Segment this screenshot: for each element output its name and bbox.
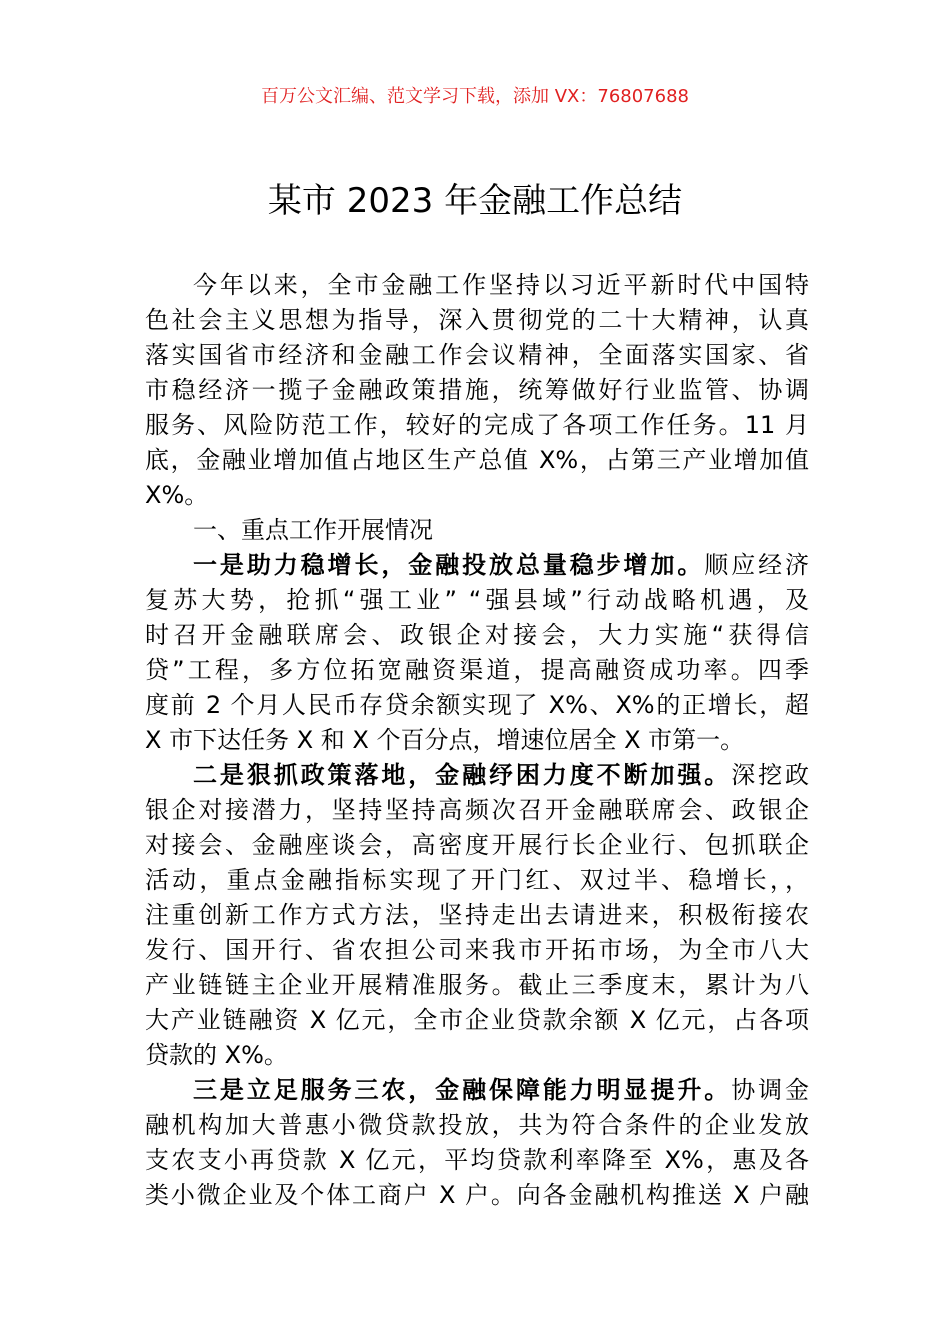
text-line: 大产业链融资 X 亿元，全市企业贷款余额 X 亿元，占各项 xyxy=(145,1006,809,1034)
header-banner xyxy=(0,84,950,110)
point-1-lead: 一是助力稳增长，金融投放总量稳步增加。 xyxy=(193,551,705,579)
text-line: 贷款的 X%。 xyxy=(145,1041,288,1069)
text-line: 贷”工程，多方位拓宽融资渠道，提高融资成功率。四季 xyxy=(145,656,809,684)
point-1-paragraph xyxy=(145,548,809,758)
point-3-lead: 三是立足服务三农，金融保障能力明显提升。 xyxy=(193,1076,732,1104)
text-line xyxy=(145,758,809,793)
text-line: 时召开金融联席会、政银企对接会，大力实施“获得信 xyxy=(145,621,809,649)
text-line: 银企对接潜力，坚持坚持高频次召开金融联席会、政银企 xyxy=(145,796,809,824)
text-line: X 市下达任务 X 和 X 个百分点，增速位居全 X 市第一。 xyxy=(145,726,745,754)
point-1-lead-rest: 顺应经济 xyxy=(704,551,810,579)
section-heading: 一、重点工作开展情况 xyxy=(193,516,433,544)
text-line: 度前 2 个月人民币存贷余额实现了 X%、X%的正增长，超 xyxy=(145,691,809,719)
point-3-paragraph xyxy=(145,1073,809,1213)
text-line: 注重创新工作方式方法，坚持走出去请进来，积极衔接农 xyxy=(145,901,809,929)
text-line: 融机构加大普惠小微贷款投放，共为符合条件的企业发放 xyxy=(145,1111,809,1139)
text-line: 底，金融业增加值占地区生产总值 X%，占第三产业增加值 xyxy=(145,446,809,474)
text-line: 活动，重点金融指标实现了开门红、双过半、稳增长，， xyxy=(145,866,809,894)
document-title: 某市 2023 年金融工作总结 xyxy=(267,181,683,221)
text-line: 复苏大势，抢抓“强工业” “强县域”行动战略机遇，及 xyxy=(145,586,809,614)
text-line: 市稳经济一揽子金融政策措施，统筹做好行业监管、协调 xyxy=(145,376,809,404)
text-line xyxy=(145,1073,809,1108)
text-line: 支农支小再贷款 X 亿元，平均贷款利率降至 X%，惠及各 xyxy=(145,1146,809,1174)
text-line: 对接会、金融座谈会，高密度开展行长企业行、包抓联企 xyxy=(145,831,809,859)
point-3-lead-rest: 协调金 xyxy=(731,1076,810,1104)
banner-text: 百万公文汇编、范文学习下载，添加 VX：76807688 xyxy=(261,86,689,107)
text-line: 服务、风险防范工作，较好的完成了各项工作任务。11 月 xyxy=(145,411,809,439)
point-2-lead-rest: 深挖政 xyxy=(731,761,810,789)
text-line: 落实国省市经济和金融工作会议精神，全面落实国家、省 xyxy=(145,341,809,369)
intro-paragraph xyxy=(145,268,809,513)
text-line: 类小微企业及个体工商户 X 户。向各金融机构推送 X 户融 xyxy=(145,1181,809,1209)
point-2-lead: 二是狠抓政策落地，金融纾困力度不断加强。 xyxy=(193,761,732,789)
text-line: 产业链链主企业开展精准服务。截止三季度末，累计为八 xyxy=(145,971,809,999)
text-line xyxy=(145,548,809,583)
text-line: X%。 xyxy=(145,481,209,509)
text-line: 发行、国开行、省农担公司来我市开拓市场，为全市八大 xyxy=(145,936,809,964)
document-body xyxy=(145,268,809,1213)
text-line: 今年以来，全市金融工作坚持以习近平新时代中国特 xyxy=(193,271,809,299)
text-line: 色社会主义思想为指导，深入贯彻党的二十大精神，认真 xyxy=(145,306,809,334)
point-2-paragraph xyxy=(145,758,809,1073)
